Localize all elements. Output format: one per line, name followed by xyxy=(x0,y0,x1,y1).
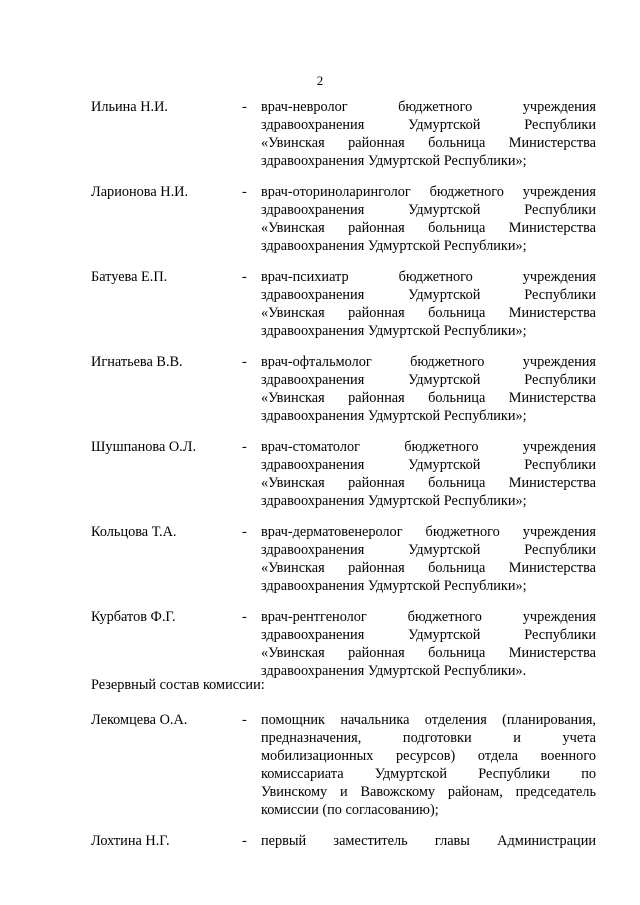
member-description xyxy=(261,608,596,680)
page-number: 2 xyxy=(316,73,324,88)
description-line: «Увинская районная больница Министерства xyxy=(261,135,596,151)
member-dash: - xyxy=(242,833,247,849)
description-line: здравоохранения Удмуртской Республики xyxy=(261,627,596,643)
description-line: «Увинская районная больница Министерства xyxy=(261,390,596,406)
description-line: здравоохранения Удмуртской Республики»; xyxy=(261,323,527,339)
member-description xyxy=(261,268,596,340)
description-line: здравоохранения Удмуртской Республики»; xyxy=(261,408,527,424)
description-line: первый заместитель главы Администрации xyxy=(261,833,596,849)
description-line: предназначения, подготовки и учета xyxy=(261,730,596,746)
member-description xyxy=(261,438,596,510)
description-line: врач-оториноларинголог бюджетного учреждения xyxy=(261,184,596,200)
member-name: Ларионова Н.И. xyxy=(91,184,189,200)
description-line: врач-дерматовенеролог бюджетного учреждения xyxy=(261,524,596,540)
description-line: врач-невролог бюджетного учреждения xyxy=(261,99,596,115)
description-line: здравоохранения Удмуртской Республики xyxy=(261,372,596,388)
description-line: здравоохранения Удмуртской Республики xyxy=(261,457,596,473)
description-line: врач-стоматолог бюджетного учреждения xyxy=(261,439,596,455)
description-line: здравоохранения Удмуртской Республики»; xyxy=(261,153,527,169)
description-line: здравоохранения Удмуртской Республики»; xyxy=(261,578,527,594)
member-dash: - xyxy=(242,712,247,728)
description-line: Увинскому и Вавожскому районам, председатель xyxy=(261,784,596,800)
member-dash: - xyxy=(242,269,247,285)
description-line: «Увинская районная больница Министерства xyxy=(261,220,596,236)
member-description xyxy=(261,183,596,255)
member-dash: - xyxy=(242,439,247,455)
description-line: комиссии (по согласованию); xyxy=(261,802,439,818)
member-dash: - xyxy=(242,524,247,540)
description-line: «Увинская районная больница Министерства xyxy=(261,645,596,661)
member-name: Курбатов Ф.Г. xyxy=(91,609,176,625)
description-line: «Увинская районная больница Министерства xyxy=(261,305,596,321)
description-line: здравоохранения Удмуртской Республики xyxy=(261,542,596,558)
description-line: врач-офтальмолог бюджетного учреждения xyxy=(261,354,596,370)
description-line: здравоохранения Удмуртской Республики»; xyxy=(261,493,527,509)
description-line: «Увинская районная больница Министерства xyxy=(261,560,596,576)
description-line: врач-психиатр бюджетного учреждения xyxy=(261,269,596,285)
member-name: Шушпанова О.Л. xyxy=(91,439,197,455)
member-description xyxy=(261,832,596,850)
member-dash: - xyxy=(242,99,247,115)
member-name: Лекомцева О.А. xyxy=(91,712,188,728)
member-name: Ильина Н.И. xyxy=(91,99,168,115)
description-line: здравоохранения Удмуртской Республики xyxy=(261,287,596,303)
member-name: Лохтина Н.Г. xyxy=(91,833,170,849)
description-line: помощник начальника отделения (планирования, xyxy=(261,712,596,728)
member-dash: - xyxy=(242,609,247,625)
member-description xyxy=(261,353,596,425)
member-dash: - xyxy=(242,354,247,370)
description-line: здравоохранения Удмуртской Республики». xyxy=(261,663,527,679)
description-line: «Увинская районная больница Министерства xyxy=(261,475,596,491)
member-dash: - xyxy=(242,184,247,200)
description-line: здравоохранения Удмуртской Республики xyxy=(261,117,596,133)
member-description xyxy=(261,98,596,170)
member-name: Кольцова Т.А. xyxy=(91,524,177,540)
member-name: Игнатьева В.В. xyxy=(91,354,183,370)
member-description xyxy=(261,523,596,595)
description-line: здравоохранения Удмуртской Республики xyxy=(261,202,596,218)
member-name: Батуева Е.П. xyxy=(91,269,168,285)
description-line: врач-рентгенолог бюджетного учреждения xyxy=(261,609,596,625)
description-line: здравоохранения Удмуртской Республики»; xyxy=(261,238,527,254)
member-description xyxy=(261,711,596,819)
reserve-heading: Резервный состав комиссии: xyxy=(91,677,265,693)
description-line: комиссариата Удмуртской Республики по xyxy=(261,766,596,782)
description-line: мобилизационных ресурсов) отдела военного xyxy=(261,748,596,764)
